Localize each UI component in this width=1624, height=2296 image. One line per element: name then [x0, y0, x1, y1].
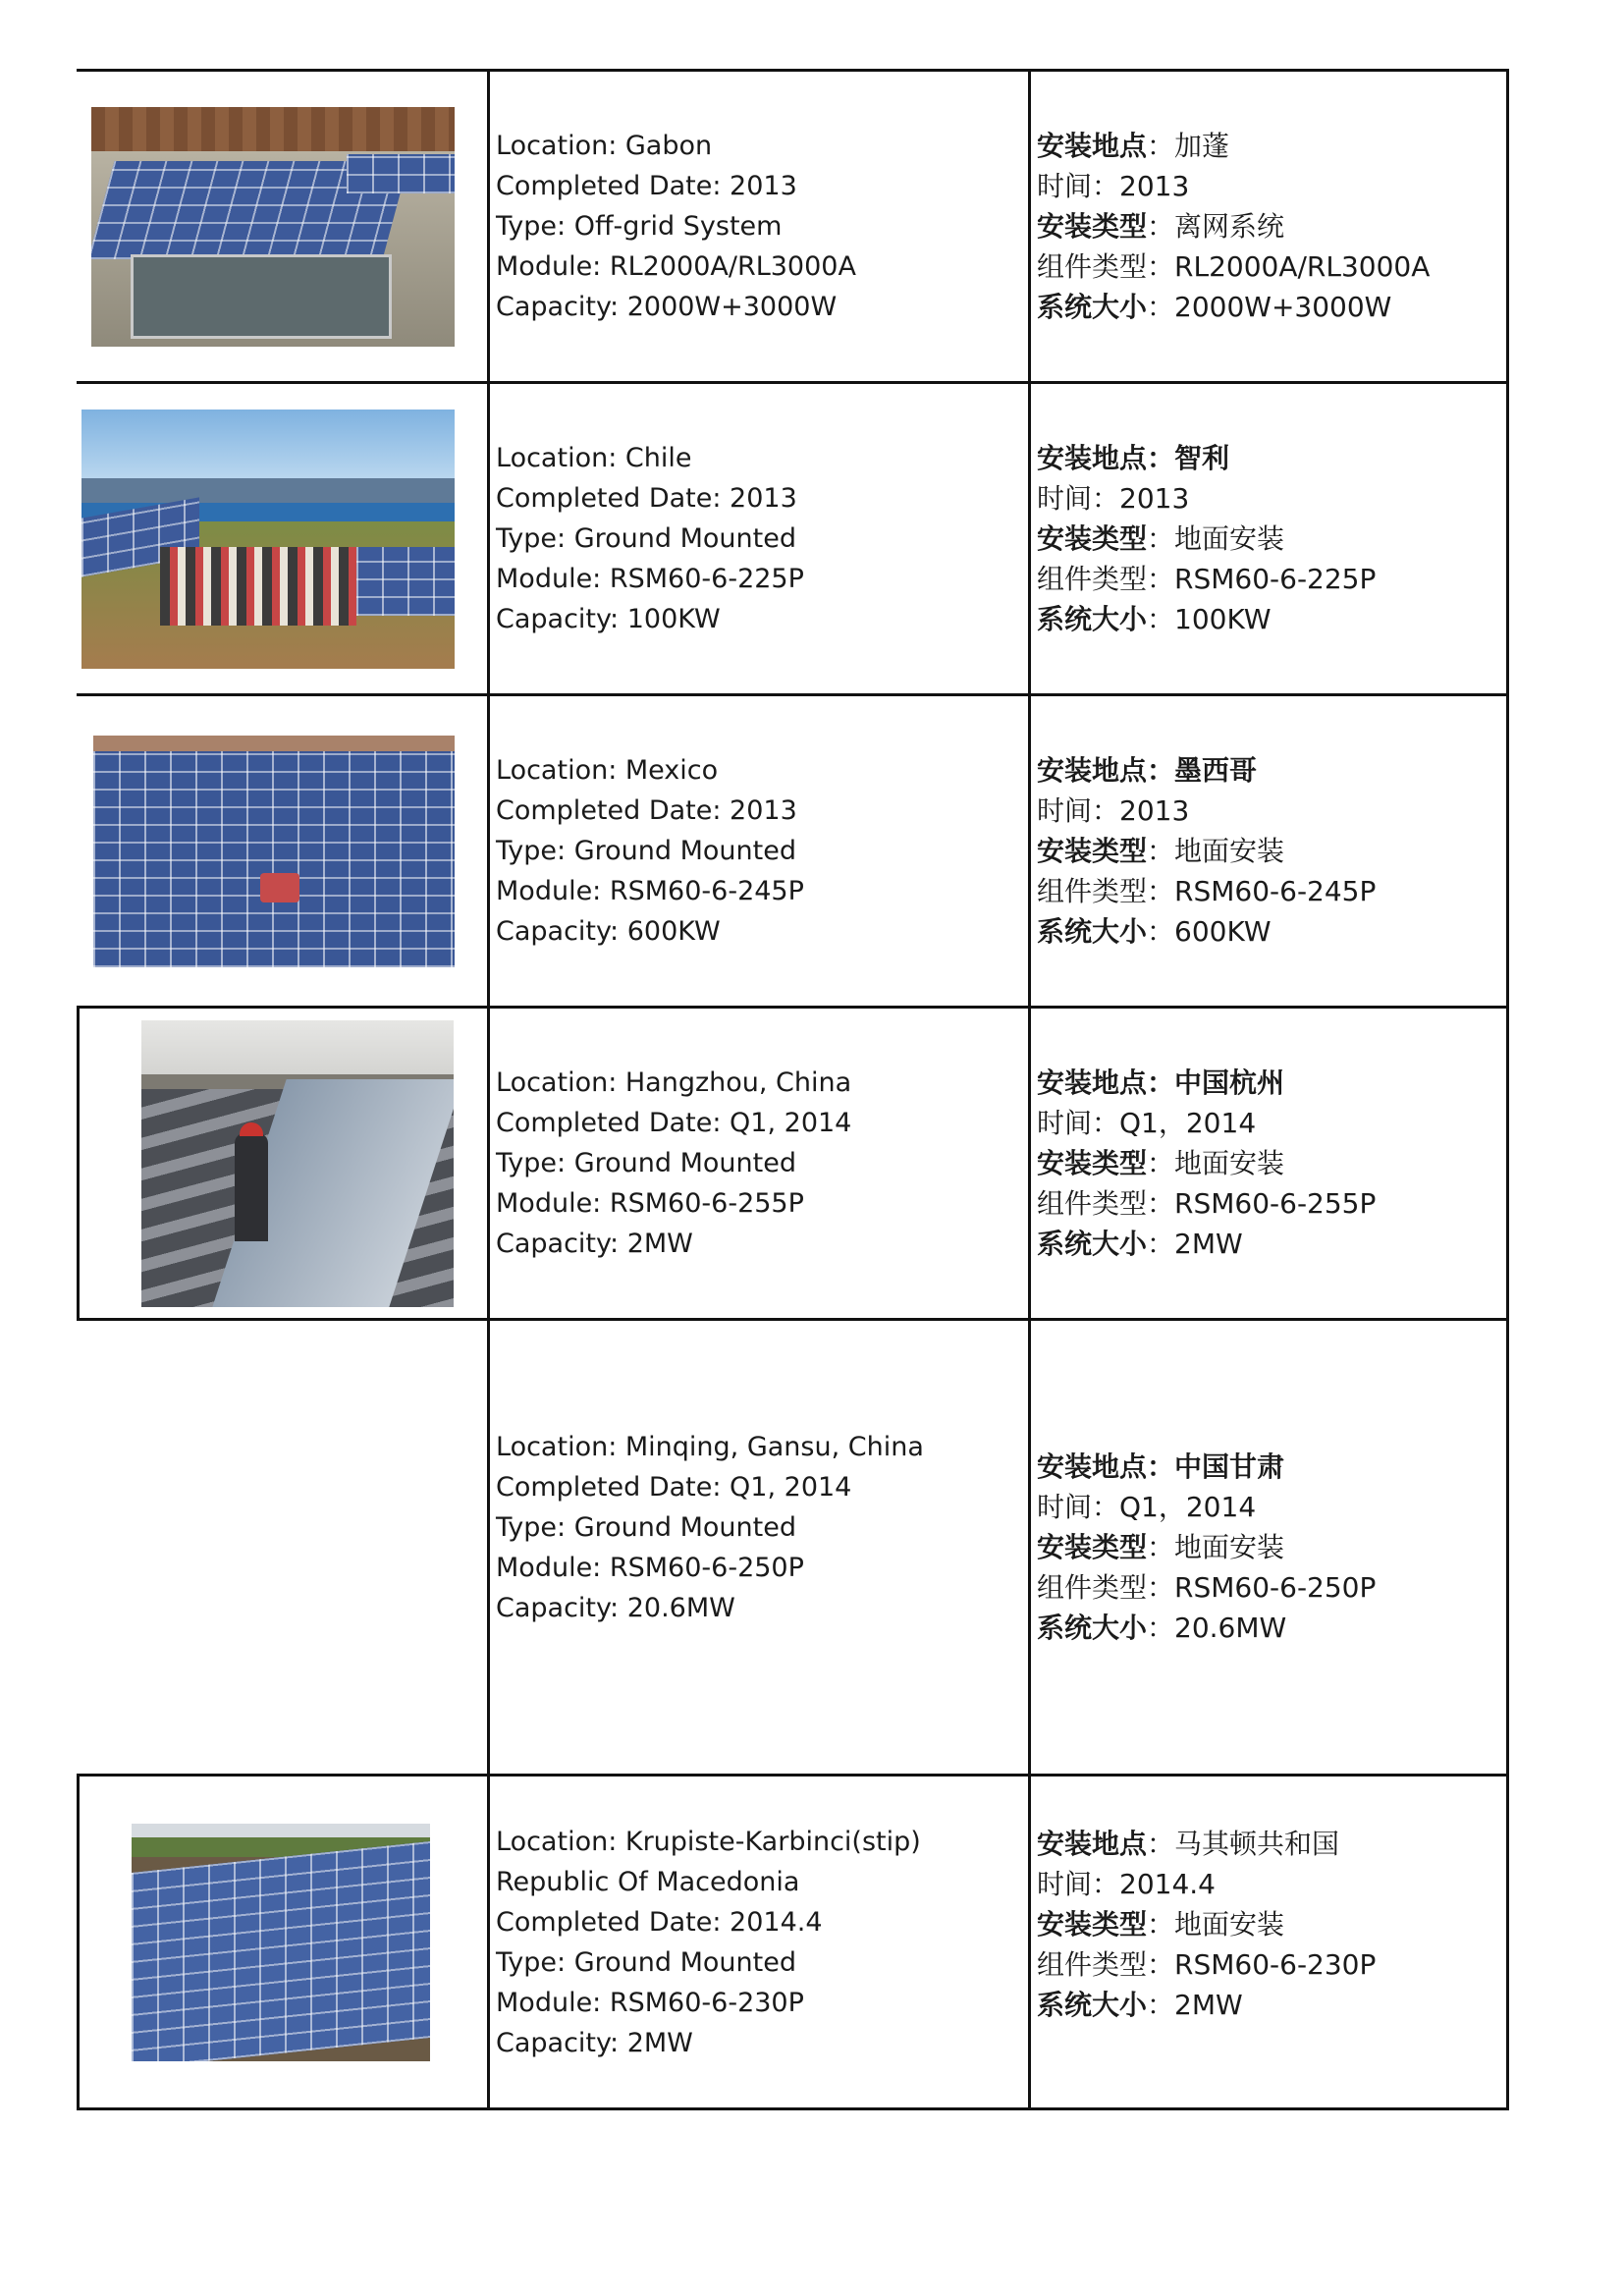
project-info-cn: [1030, 695, 1508, 1008]
cn-type-value: ：地面安装: [1147, 1908, 1285, 1941]
cn-location-value: ：马其顿共和国: [1147, 1828, 1340, 1860]
cn-module-label: 组件类型: [1037, 250, 1148, 283]
cn-date-line: [1037, 166, 1506, 206]
cn-capacity-value: ：2000W+3000W: [1147, 291, 1392, 323]
cn-module-line: [1037, 1567, 1506, 1608]
capacity-text: Capacity: 20.6MW: [496, 1593, 735, 1623]
cn-capacity-label: 系统大小: [1037, 603, 1148, 635]
cn-capacity-line: [1037, 1224, 1506, 1264]
cn-type-line: [1037, 1143, 1506, 1183]
cn-module-label: 组件类型: [1037, 1571, 1148, 1604]
cn-type-line: [1037, 1904, 1506, 1944]
cn-capacity-label: 系统大小: [1037, 291, 1148, 323]
project-info-en: [489, 1008, 1030, 1320]
cn-type-line: [1037, 831, 1506, 871]
cn-date-line: [1037, 1103, 1506, 1143]
cn-module-line: [1037, 1183, 1506, 1224]
cn-date-label: 时间: [1037, 1491, 1093, 1523]
type-text: Type: Off-grid System: [496, 211, 783, 242]
project-info-en: [489, 1320, 1030, 1776]
type-text: Type: Ground Mounted: [496, 1512, 796, 1543]
cn-capacity-value: ：100KW: [1147, 603, 1272, 635]
cn-module-value: ：RSM60-6-255P: [1147, 1187, 1377, 1220]
cn-type-value: ：地面安装: [1147, 1147, 1285, 1179]
location-text: Location: Gabon: [496, 131, 713, 161]
cn-module-value: ：RSM60-6-230P: [1147, 1948, 1377, 1981]
project-photo-macedonia: [132, 1824, 430, 2061]
cn-capacity-label: 系统大小: [1037, 1228, 1148, 1260]
cn-capacity-label: 系统大小: [1037, 1989, 1148, 2021]
project-info-en: [489, 1776, 1030, 2109]
project-row-gabon: [79, 71, 1508, 383]
location-text: Location: Minqing, Gansu, China: [496, 1432, 924, 1462]
cn-module-line: [1037, 246, 1506, 287]
capacity-text: Capacity: 600KW: [496, 916, 721, 947]
type-text: Type: Ground Mounted: [496, 1148, 796, 1178]
cn-module-label: 组件类型: [1037, 1948, 1148, 1981]
photo-cell: [79, 1776, 489, 2109]
location-text: Location: Krupiste-Karbinci(stip) Republic Of Macedonia: [496, 1826, 921, 1897]
capacity-text: Capacity: 2000W+3000W: [496, 292, 838, 322]
module-text: Module: RSM60-6-245P: [496, 876, 804, 906]
cn-location-value: ：加蓬: [1147, 130, 1230, 162]
cn-date-label: 时间: [1037, 794, 1093, 827]
cn-type-line: [1037, 519, 1506, 559]
project-photo-hangzhou: [141, 1020, 454, 1307]
cn-date-value: ：Q1，2014: [1092, 1107, 1257, 1139]
cn-date-value: ：2013: [1092, 794, 1190, 827]
cn-location-label: 安装地点: [1037, 1450, 1148, 1483]
cn-module-value: ：RSM60-6-245P: [1147, 875, 1377, 907]
cn-capacity-label: 系统大小: [1037, 1612, 1148, 1644]
project-row-macedonia: [79, 1776, 1508, 2109]
cn-capacity-line: [1037, 599, 1506, 639]
location-text: Location: Hangzhou, China: [496, 1067, 852, 1098]
cn-module-value: ：RSM60-6-225P: [1147, 563, 1377, 595]
cn-capacity-line: [1037, 1608, 1506, 1648]
completed-date-text: Completed Date: 2014.4: [496, 1906, 823, 1938]
project-row-chile: [79, 383, 1508, 695]
capacity-text: Capacity: 2MW: [496, 2027, 693, 2058]
photo-cell: [79, 695, 489, 1008]
type-text: Type: Ground Mounted: [496, 523, 796, 554]
cn-location-line: [1037, 750, 1506, 791]
cn-date-label: 时间: [1037, 170, 1093, 202]
cn-date-label: 时间: [1037, 1868, 1093, 1900]
cn-date-line: [1037, 791, 1506, 831]
cn-location-value: ：墨西哥: [1147, 754, 1258, 787]
cn-location-label: 安装地点: [1037, 442, 1148, 474]
cn-module-line: [1037, 559, 1506, 599]
photo-cell-empty: [79, 1320, 489, 1776]
module-text: Module: RSM60-6-230P: [496, 1987, 804, 2018]
location-text: Location: Chile: [496, 443, 692, 473]
cn-location-line: [1037, 1063, 1506, 1103]
cn-location-label: 安装地点: [1037, 1066, 1148, 1099]
cn-module-line: [1037, 871, 1506, 911]
capacity-text: Capacity: 2MW: [496, 1229, 693, 1259]
project-photo-mexico: [93, 736, 455, 967]
projects-table: [77, 69, 1509, 2110]
project-photo-gabon: [91, 107, 455, 347]
cn-type-label: 安装类型: [1037, 1531, 1148, 1563]
cn-capacity-line: [1037, 287, 1506, 327]
module-text: Module: RSM60-6-250P: [496, 1553, 804, 1583]
project-info-cn: [1030, 1008, 1508, 1320]
cn-location-value: ：中国甘肃: [1147, 1450, 1285, 1483]
cn-date-line: [1037, 478, 1506, 519]
cn-capacity-label: 系统大小: [1037, 915, 1148, 948]
photo-cell: [79, 1008, 489, 1320]
module-text: Module: RSM60-6-225P: [496, 564, 804, 594]
completed-date-text: Completed Date: 2013: [496, 483, 797, 514]
capacity-text: Capacity: 100KW: [496, 604, 721, 634]
cn-capacity-value: ：600KW: [1147, 915, 1272, 948]
completed-date-text: Completed Date: Q1, 2014: [496, 1108, 852, 1138]
photo-cell: [79, 71, 489, 383]
cn-module-label: 组件类型: [1037, 563, 1148, 595]
project-row-gansu: [79, 1320, 1508, 1776]
cn-module-value: ：RSM60-6-250P: [1147, 1571, 1377, 1604]
cn-capacity-value: ：2MW: [1147, 1989, 1243, 2021]
completed-date-text: Completed Date: 2013: [496, 795, 797, 826]
cn-type-value: ：地面安装: [1147, 835, 1285, 867]
project-row-mexico: [79, 695, 1508, 1008]
cn-date-label: 时间: [1037, 1107, 1093, 1139]
project-info-cn: [1030, 71, 1508, 383]
project-info-cn: [1030, 1776, 1508, 2109]
location-text: Location: Mexico: [496, 755, 719, 786]
cn-date-value: ：2013: [1092, 170, 1190, 202]
cn-location-label: 安装地点: [1037, 754, 1148, 787]
cn-capacity-value: ：2MW: [1147, 1228, 1243, 1260]
cn-location-value: ：智利: [1147, 442, 1230, 474]
cn-location-value: ：中国杭州: [1147, 1066, 1285, 1099]
cn-module-label: 组件类型: [1037, 1187, 1148, 1220]
cn-date-value: ：Q1，2014: [1092, 1491, 1257, 1523]
cn-type-label: 安装类型: [1037, 1908, 1148, 1941]
cn-date-line: [1037, 1487, 1506, 1527]
cn-type-label: 安装类型: [1037, 835, 1148, 867]
cn-type-label: 安装类型: [1037, 210, 1148, 243]
cn-location-label: 安装地点: [1037, 130, 1148, 162]
photo-cell: [79, 383, 489, 695]
project-info-en: [489, 695, 1030, 1008]
cn-type-value: ：地面安装: [1147, 1531, 1285, 1563]
completed-date-text: Completed Date: Q1, 2014: [496, 1472, 852, 1503]
type-text: Type: Ground Mounted: [496, 1946, 796, 1978]
cn-module-line: [1037, 1944, 1506, 1985]
cn-type-line: [1037, 1527, 1506, 1567]
cn-type-line: [1037, 206, 1506, 246]
cn-type-label: 安装类型: [1037, 522, 1148, 555]
cn-module-label: 组件类型: [1037, 875, 1148, 907]
type-text: Type: Ground Mounted: [496, 836, 796, 866]
project-info-cn: [1030, 383, 1508, 695]
completed-date-text: Completed Date: 2013: [496, 171, 797, 201]
project-info-en: [489, 383, 1030, 695]
project-info-cn: [1030, 1320, 1508, 1776]
cn-date-line: [1037, 1864, 1506, 1904]
cn-type-value: ：地面安装: [1147, 522, 1285, 555]
cn-location-label: 安装地点: [1037, 1828, 1148, 1860]
cn-location-line: [1037, 126, 1506, 166]
cn-module-value: ：RL2000A/RL3000A: [1147, 250, 1431, 283]
project-row-hangzhou: [79, 1008, 1508, 1320]
cn-type-label: 安装类型: [1037, 1147, 1148, 1179]
cn-capacity-value: ：20.6MW: [1147, 1612, 1287, 1644]
module-text: Module: RSM60-6-255P: [496, 1188, 804, 1219]
cn-type-value: ：离网系统: [1147, 210, 1285, 243]
cn-date-value: ：2013: [1092, 482, 1190, 515]
cn-location-line: [1037, 1447, 1506, 1487]
cn-capacity-line: [1037, 911, 1506, 952]
cn-date-label: 时间: [1037, 482, 1093, 515]
cn-location-line: [1037, 1824, 1506, 1864]
project-photo-chile: [81, 410, 455, 669]
project-info-en: [489, 71, 1030, 383]
cn-capacity-line: [1037, 1985, 1506, 2025]
cn-date-value: ：2014.4: [1092, 1868, 1216, 1900]
module-text: Module: RL2000A/RL3000A: [496, 251, 856, 282]
cn-location-line: [1037, 438, 1506, 478]
